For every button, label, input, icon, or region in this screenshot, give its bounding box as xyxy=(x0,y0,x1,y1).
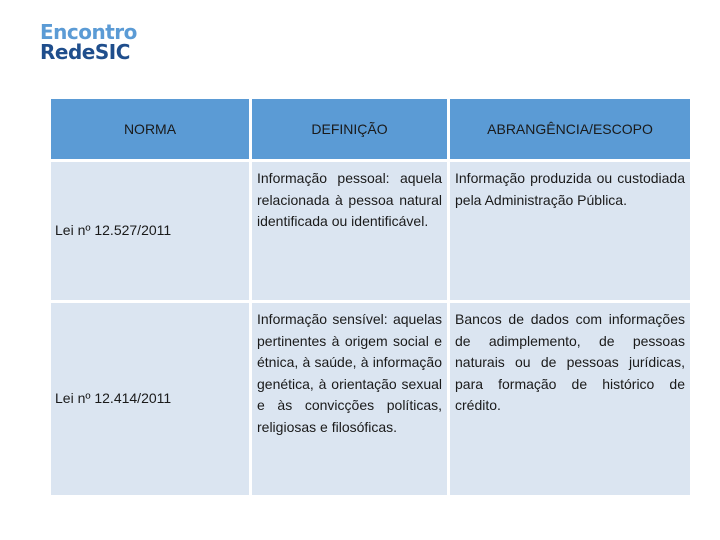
encontro-redesic-logo xyxy=(40,22,137,62)
header-definicao: DEFINIÇÃO xyxy=(252,99,447,159)
norms-table xyxy=(48,96,693,498)
table-row xyxy=(51,162,690,300)
scope-cell: Informação produzida ou custodiada pela Administração Pública. xyxy=(450,162,690,300)
table-row xyxy=(51,303,690,495)
scope-cell: Bancos de dados com informações de adimplemento, de pessoas naturais ou de pessoas jurídicas, para formação de histórico de crédito. xyxy=(450,303,690,495)
law-cell: Lei nº 12.527/2011 xyxy=(51,162,249,300)
header-abrangencia: ABRANGÊNCIA/ESCOPO xyxy=(450,99,690,159)
header-norma: NORMA xyxy=(51,99,249,159)
logo-line-2: RedeSIC xyxy=(40,40,130,64)
table-header-row xyxy=(51,99,690,159)
definition-cell: Informação sensível: aquelas pertinentes à origem social e étnica, à saúde, à informação genética, à orientação sexual e às convicções políticas, religiosas e filosóficas. xyxy=(252,303,447,495)
law-cell: Lei nº 12.414/2011 xyxy=(51,303,249,495)
definition-cell: Informação pessoal: aquela relacionada à pessoa natural identificada ou identificável. xyxy=(252,162,447,300)
logo-line-1: Encontro xyxy=(40,20,137,44)
